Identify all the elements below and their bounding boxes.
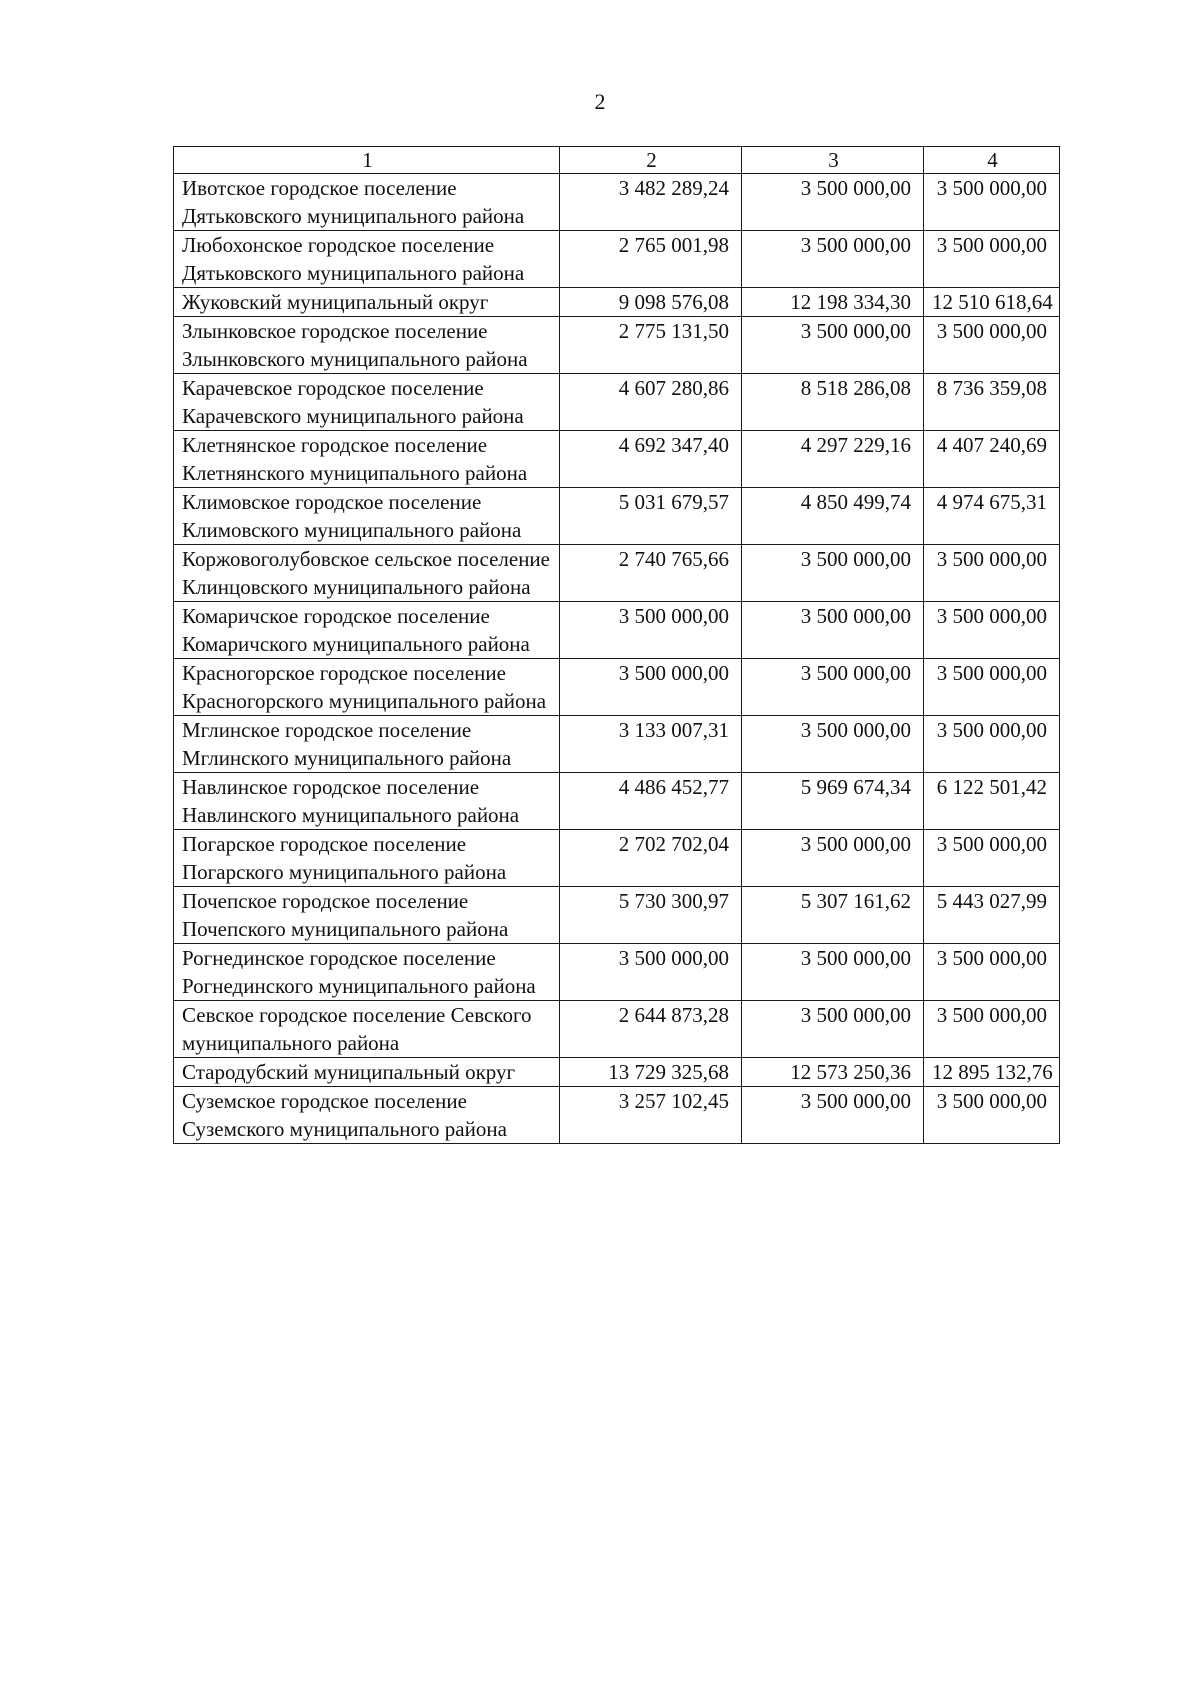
allocation-table [173,146,1060,1144]
value-col-4: 3 500 000,00 [924,1087,1060,1144]
table-row [174,1001,1060,1058]
table-row [174,545,1060,602]
value-col-3: 3 500 000,00 [742,545,924,602]
value-col-4: 12 510 618,64 [924,288,1060,317]
value-col-4: 3 500 000,00 [924,545,1060,602]
value-col-3: 3 500 000,00 [742,659,924,716]
value-col-3: 12 198 334,30 [742,288,924,317]
table-row [174,887,1060,944]
municipality-name: Стародубский муниципальный округ [174,1058,560,1087]
value-col-3: 3 500 000,00 [742,602,924,659]
municipality-name: Жуковский муниципальный округ [174,288,560,317]
value-col-2: 2 644 873,28 [560,1001,742,1058]
value-col-3: 3 500 000,00 [742,944,924,1001]
value-col-2: 2 775 131,50 [560,317,742,374]
table-row [174,431,1060,488]
value-col-2: 3 482 289,24 [560,174,742,231]
table-row [174,602,1060,659]
value-col-2: 2 702 702,04 [560,830,742,887]
table-row [174,659,1060,716]
value-col-4: 3 500 000,00 [924,944,1060,1001]
table-row [174,174,1060,231]
table-row [174,488,1060,545]
value-col-2: 3 257 102,45 [560,1087,742,1144]
value-col-3: 5 969 674,34 [742,773,924,830]
municipality-name: Красногорское городское поселение Красногорского муниципального района [174,659,560,716]
value-col-2: 5 031 679,57 [560,488,742,545]
value-col-4: 3 500 000,00 [924,317,1060,374]
value-col-2: 4 692 347,40 [560,431,742,488]
municipality-name: Климовское городское поселение Климовского муниципального района [174,488,560,545]
municipality-name: Любохонское городское поселение Дятьковского муниципального района [174,231,560,288]
value-col-4: 6 122 501,42 [924,773,1060,830]
value-col-3: 3 500 000,00 [742,716,924,773]
table-row [174,944,1060,1001]
table-row [174,288,1060,317]
value-col-2: 3 500 000,00 [560,602,742,659]
municipality-name: Мглинское городское поселение Мглинского муниципального района [174,716,560,773]
header-row [174,147,1060,174]
value-col-2: 2 740 765,66 [560,545,742,602]
value-col-4: 4 407 240,69 [924,431,1060,488]
table-header [174,147,1060,174]
value-col-2: 4 486 452,77 [560,773,742,830]
table-row [174,317,1060,374]
value-col-3: 3 500 000,00 [742,174,924,231]
value-col-3: 3 500 000,00 [742,1001,924,1058]
value-col-2: 13 729 325,68 [560,1058,742,1087]
municipality-name: Карачевское городское поселение Карачевского муниципального района [174,374,560,431]
value-col-4: 3 500 000,00 [924,231,1060,288]
value-col-4: 3 500 000,00 [924,602,1060,659]
value-col-2: 5 730 300,97 [560,887,742,944]
value-col-3: 3 500 000,00 [742,231,924,288]
value-col-4: 3 500 000,00 [924,1001,1060,1058]
municipality-name: Коржовоголубовское сельское поселение Клинцовского муниципального района [174,545,560,602]
municipality-name: Почепское городское поселение Почепского муниципального района [174,887,560,944]
value-col-4: 3 500 000,00 [924,830,1060,887]
value-col-3: 4 297 229,16 [742,431,924,488]
municipality-name: Навлинское городское поселение Навлинского муниципального района [174,773,560,830]
value-col-4: 12 895 132,76 [924,1058,1060,1087]
value-col-4: 4 974 675,31 [924,488,1060,545]
value-col-4: 3 500 000,00 [924,174,1060,231]
municipality-name: Ивотское городское поселение Дятьковского муниципального района [174,174,560,231]
municipality-name: Севское городское поселение Севского муниципального района [174,1001,560,1058]
table-row [174,1058,1060,1087]
table-row [174,830,1060,887]
value-col-4: 5 443 027,99 [924,887,1060,944]
column-header-4: 4 [924,147,1060,174]
municipality-name: Комаричское городское поселение Комаричского муниципального района [174,602,560,659]
value-col-3: 3 500 000,00 [742,830,924,887]
column-header-2: 2 [560,147,742,174]
value-col-4: 3 500 000,00 [924,659,1060,716]
value-col-2: 9 098 576,08 [560,288,742,317]
municipality-name: Злынковское городское поселение Злынковского муниципального района [174,317,560,374]
value-col-3: 8 518 286,08 [742,374,924,431]
table-row [174,374,1060,431]
municipality-name: Клетнянское городское поселение Клетнянского муниципального района [174,431,560,488]
column-header-3: 3 [742,147,924,174]
column-header-1: 1 [174,147,560,174]
value-col-4: 3 500 000,00 [924,716,1060,773]
municipality-name: Суземское городское поселение Суземского муниципального района [174,1087,560,1144]
municipality-name: Рогнединское городское поселение Рогнединского муниципального района [174,944,560,1001]
table-row [174,231,1060,288]
table-row [174,1087,1060,1144]
value-col-2: 4 607 280,86 [560,374,742,431]
value-col-3: 12 573 250,36 [742,1058,924,1087]
municipality-name: Погарское городское поселение Погарского муниципального района [174,830,560,887]
value-col-4: 8 736 359,08 [924,374,1060,431]
table-row [174,716,1060,773]
value-col-2: 3 133 007,31 [560,716,742,773]
value-col-2: 3 500 000,00 [560,944,742,1001]
value-col-3: 4 850 499,74 [742,488,924,545]
value-col-3: 5 307 161,62 [742,887,924,944]
table-body [174,174,1060,1144]
value-col-3: 3 500 000,00 [742,317,924,374]
value-col-3: 3 500 000,00 [742,1087,924,1144]
value-col-2: 2 765 001,98 [560,231,742,288]
table-row [174,773,1060,830]
value-col-2: 3 500 000,00 [560,659,742,716]
page-number: 2 [594,89,606,114]
